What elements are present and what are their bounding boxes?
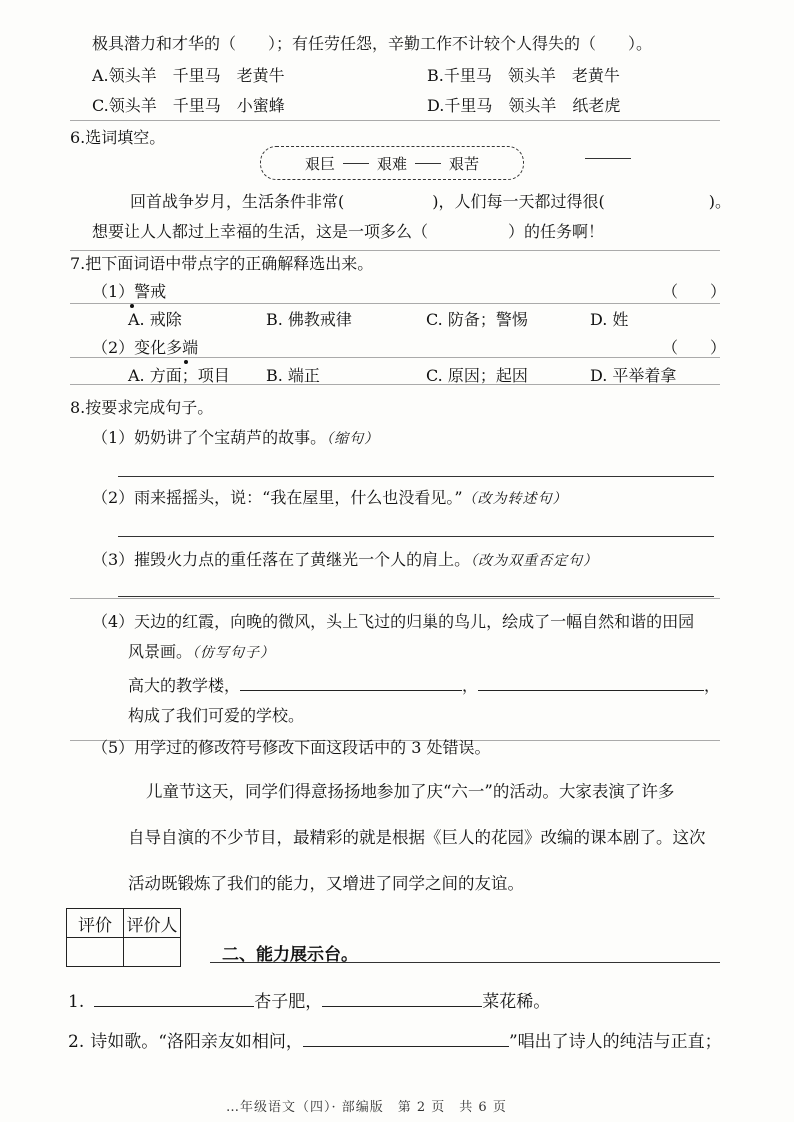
q8-2 [92,488,568,509]
s2-q1 [68,990,550,1012]
q7-item-2-label: （2）变化多端 [92,338,199,357]
q8-4-line1: （4）天边的红霞，向晚的微风，头上飞过的归巢的鸟儿，绘成了一幅自然和谐的田园 [92,612,695,631]
q5-stem: 极具潜力和才华的（ ）；有任劳任怨，辛勤工作不计较个人得失的（ ）。 [92,34,653,53]
q8-5: （5）用学过的修改符号修改下面这段话中的 3 处错误。 [92,738,491,757]
section-title: 二、能力展示台。 [222,945,358,965]
edit-paragraph-line[interactable]: 自导自演的不少节目，最精彩的就是根据《巨人的花园》改编的课本剧了。这次 [128,828,706,847]
q8-1 [92,428,379,449]
q7-2-option-d[interactable]: D. 平举着拿 [590,366,677,385]
page-footer: …年级语文（四）· 部编版 第 2 页 共 6 页 [226,1100,507,1115]
option-text: 千里马 领头羊 纸老虎 [444,96,621,115]
question-number: 6. [70,128,86,147]
word-bank-item: 艰苦 [449,154,480,173]
sentence-part: 菜花稀。 [482,992,551,1012]
sentence-part: )，人们每一天都过得很( [432,192,605,211]
answer-paren[interactable]: （ ） [662,282,727,301]
q7-1-option-c[interactable]: C. 防备；警惕 [426,310,528,329]
answer-paren[interactable]: （ ） [662,338,727,357]
q5-option-b[interactable] [427,66,620,86]
instruction-hint: （改为双重否定句） [470,553,599,569]
q5-option-a[interactable] [92,66,285,86]
word-bank-item: 艰巨 [304,154,335,173]
blank-input[interactable] [322,990,482,1007]
evaluation-table [66,908,181,967]
sentence-part: 回首战争岁月，生活条件非常( [130,192,345,211]
question-title: 选词填空。 [85,128,166,147]
option-letter: B. [427,66,444,85]
instruction-hint: （改为转述句） [462,491,568,507]
sentence-part: ”唱出了诗人的纯洁与正直； [508,1032,722,1052]
q7-item-1-label: （1）警戒 [92,282,167,301]
q6-heading [70,128,165,148]
blank-input[interactable] [94,990,254,1007]
q7-1-option-a[interactable]: A. 戒除 [128,310,182,329]
option-letter: A. [92,66,109,85]
q7-heading [70,254,373,274]
punctuation: ， [704,676,721,695]
blank-input[interactable] [240,674,462,691]
s2-q2 [68,1030,722,1052]
sentence-part: ）的任务啊！ [508,222,605,241]
sentence-text: 风景画。 [128,642,193,661]
question-number: 2. [68,1032,85,1052]
question-number: 7. [70,254,86,273]
edit-paragraph-line[interactable]: 活动既锻炼了我们的能力，又增进了同学之间的友谊。 [128,874,524,893]
sentence-text: （1）奶奶讲了个宝葫芦的故事。 [92,428,327,447]
q7-1-option-d[interactable]: D. 姓 [590,310,629,329]
answer-line[interactable] [118,476,714,477]
question-number: 1. [68,992,85,1012]
q5-option-d[interactable] [427,96,620,116]
section-rule [210,962,720,963]
q8-3 [92,550,598,571]
divider [415,163,441,164]
option-letter: D. [427,96,445,115]
question-title: 把下面词语中带点字的正确解释选出来。 [85,254,374,273]
word-bank-item: 艰难 [376,154,407,173]
q7-2-option-b[interactable]: B. 端正 [266,366,320,385]
option-text: 领头羊 千里马 小蜜蜂 [108,96,285,115]
q8-heading [70,398,213,418]
emphasis-dot [130,304,134,308]
divider [343,163,369,164]
sentence-part: )。 [708,192,731,211]
sentence-part: 诗如歌。“洛阳亲友如相问， [90,1032,303,1052]
answer-line[interactable] [118,596,714,597]
edit-paragraph-line[interactable]: 儿童节这天，同学们得意扬扬地参加了庆“六一”的活动。大家表演了许多 [146,782,675,801]
evaluation-cell[interactable] [67,938,124,967]
sentence-text: （2）雨来摇摇头，说：“我在屋里，什么也没看见。” [92,488,463,507]
instruction-hint: （缩句） [326,431,380,447]
emphasis-dot [184,360,188,364]
q7-2-option-c[interactable]: C. 原因；起因 [426,366,528,385]
q6-sentence-2 [92,222,604,242]
q5-option-c[interactable] [92,96,285,116]
blank-input[interactable] [303,1030,509,1047]
q7-2-option-a[interactable]: A. 方面；项目 [128,366,230,385]
option-text: 千里马 领头羊 老黄牛 [443,66,620,85]
evaluation-header: 评价 [67,909,124,938]
evaluator-cell[interactable] [124,938,181,967]
punctuation: ， [462,676,479,695]
q8-4-line2 [128,642,275,663]
instruction-hint: （仿写句子） [192,645,276,661]
sentence-part: 想要让人人都过上幸福的生活，这是一项多么（ [92,222,429,241]
q7-1-option-b[interactable]: B. 佛教戒律 [266,310,352,329]
sentence-part: 高大的教学楼， [128,676,241,695]
answer-line[interactable] [118,536,714,537]
question-title: 按要求完成句子。 [85,398,214,417]
q8-4-end: 构成了我们可爱的学校。 [128,706,305,725]
sentence-text: （3）摧毁火力点的重任落在了黄继光一个人的肩上。 [92,550,471,569]
q8-4-imitation [128,674,720,696]
option-letter: C. [92,96,109,115]
blank-input[interactable] [478,674,704,691]
evaluator-header: 评价人 [124,909,181,938]
question-number: 8. [70,398,86,417]
option-text: 领头羊 千里马 老黄牛 [108,66,285,85]
word-bank [260,146,524,180]
sentence-part: 杏子肥， [254,992,323,1012]
q6-sentence-1 [130,192,731,212]
scan-mark [585,158,631,159]
